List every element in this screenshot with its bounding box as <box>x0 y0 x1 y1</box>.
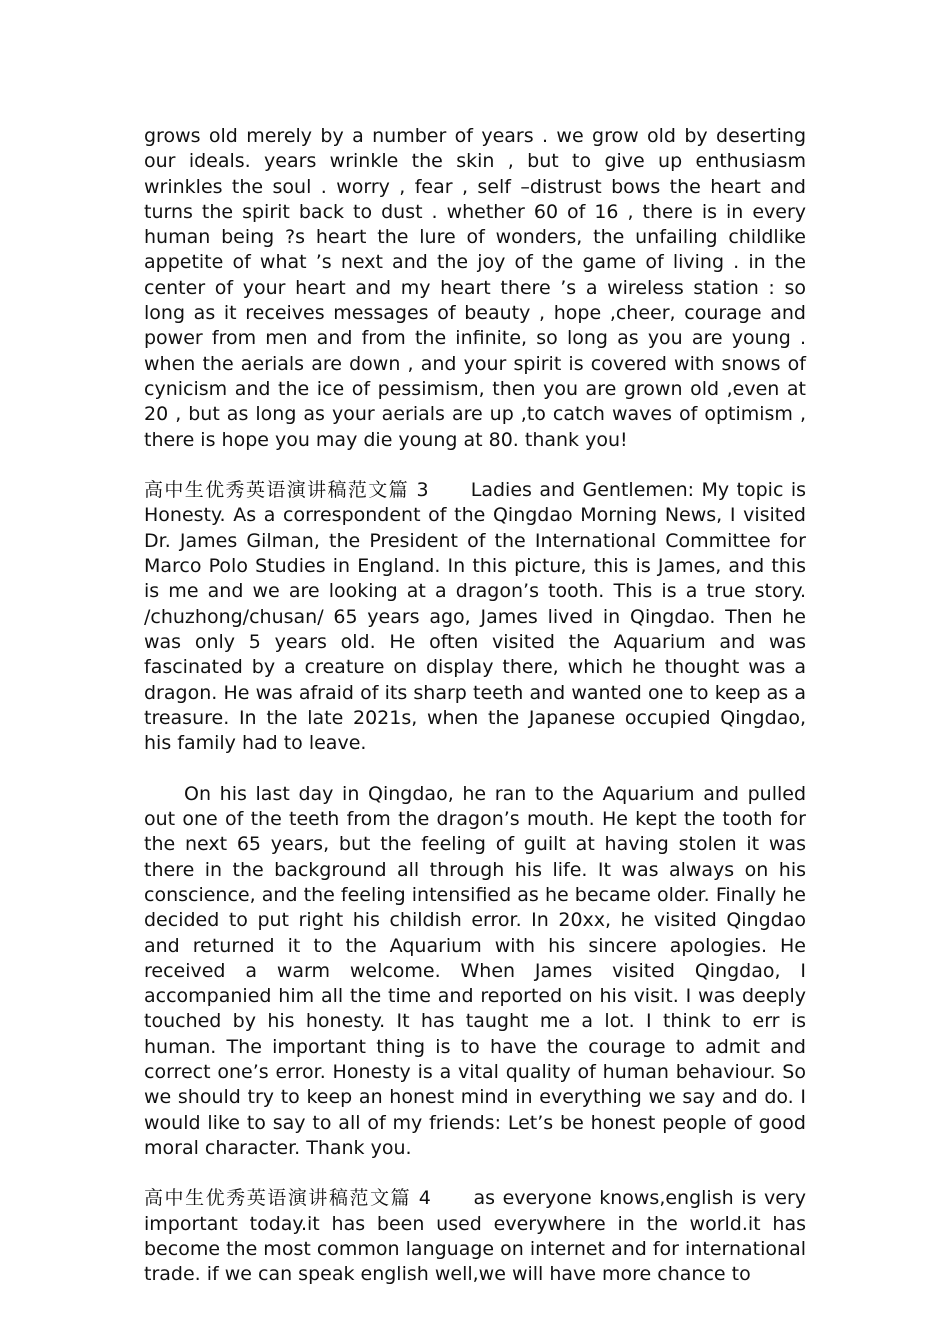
paragraph-speech-3-continuation: On his last day in Qingdao, he ran to the Aquarium and pulled out one of the teeth from the dragon’s mouth. He kept the tooth for the next 65 years, but the feeling of guilt at having stolen it was there in the background all through his life. It was always on his conscience, and the feeling intensified as he became older. Finally he decided to put right his childish error. In 20xx, he visited Qingdao and returned it to the Aquarium with his sincere apologies. He received a warm welcome. When James visited Qingdao, I accompanied him all the time and reported on his visit. I was deeply touched by his honesty. It has taught me a lot. I think to err is human. The important thing is to have the courage to admit and correct one’s error. Honesty is a vital quality of human behaviour. So we should try to keep an honest mind in everything we say and do. I would like to say to all of my friends: Let’s be honest people of good moral character. Thank you. <box>144 782 813 1159</box>
paragraph-gap <box>144 756 806 781</box>
paragraph-speech-4-intro: 高中生优秀英语演讲稿范文篇 4 as everyone knows,english is very important today.it has been used everywhere in the world.it has become the most common language on internet and for international trade. if we can speak english well,we will have more chance to <box>144 1187 813 1286</box>
paragraph-youth-speech-ending: grows old merely by a number of years . we grow old by deserting our ideals. years wrinkle the skin , but to give up enthusiasm wrinkles the soul . worry , fear , self –distrust bows the heart and turns the spirit back to dust . whether 60 of 16 , there is in every human being ?s heart the lure of wonders, the unfailing childlike appetite of what ’s next and the joy of the game of living . in the center of your heart and my heart there ’s a wireless station : so long as it receives messages of beauty , hope ,cheer, courage and power from men and from the infinite, so long as you are young . when the aerials are down , and your spirit is covered with snows of cynicism and the ice of pessimism, then you are grown old ,even at 20 , but as long as your aerials are up ,to catch waves of optimism , there is hope you may die young at 80. thank you! <box>144 125 813 451</box>
document-body <box>144 124 813 1288</box>
paragraph-speech-3-intro: 高中生优秀英语演讲稿范文篇 3 Ladies and Gentlemen: My topic is Honesty. As a correspondent of the Qingdao Morning News, I visited Dr. James Gilman, the President of the International Committee for Marco Polo Studies in England. In this picture, this is James, and this is me and we are looking at a dragon’s tooth. This is a true story. /chuzhong/chusan/ 65 years ago, James lived in Qingdao. Then he was only 5 years old. He often visited the Aquarium and was fascinated by a creature on display there, which he thought was a dragon. He was afraid of its sharp teeth and wanted one to keep as a treasure. In the late 2021s, when the Japanese occupied Qingdao, his family had to leave. <box>144 479 813 755</box>
paragraph-gap <box>144 1161 806 1186</box>
paragraph-gap <box>144 453 806 478</box>
